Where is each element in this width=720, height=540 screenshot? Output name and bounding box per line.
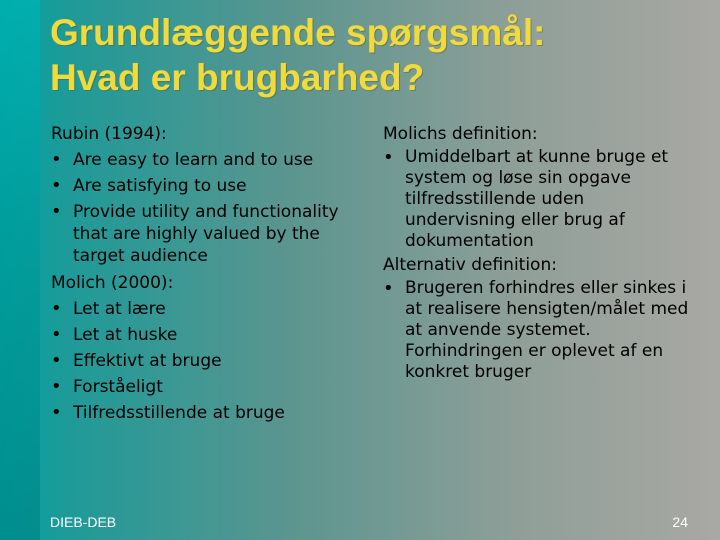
bullet-icon: • — [383, 147, 394, 168]
bullet-icon: • — [51, 149, 62, 170]
title-line-2: Hvad er brugbarhed? — [50, 57, 425, 98]
list-item — [51, 296, 361, 322]
list-item-text: Tilfredsstillende at bruge — [73, 403, 285, 423]
alternative-definition-heading: Alternativ definition: — [383, 255, 557, 275]
list-item — [51, 322, 361, 348]
list-item — [51, 400, 361, 426]
bullet-icon: • — [51, 175, 62, 196]
list-item-text: Let at huske — [73, 325, 178, 345]
bullet-icon: • — [51, 376, 62, 397]
bullet-icon: • — [51, 350, 62, 371]
left-column — [51, 121, 361, 426]
list-item-text: Are satisfying to use — [73, 176, 247, 196]
molich-definition-heading: Molichs definition: — [383, 124, 538, 144]
list-item — [51, 147, 361, 173]
right-column — [383, 121, 698, 383]
page-number: 24 — [672, 514, 688, 530]
bullet-icon: • — [51, 324, 62, 345]
list-item — [51, 173, 361, 199]
list-item-text: Effektivt at bruge — [73, 351, 222, 371]
molich-heading: Molich (2000): — [51, 273, 174, 293]
list-item-text: Forståeligt — [73, 377, 163, 397]
list-item — [51, 348, 361, 374]
bullet-icon: • — [51, 298, 62, 319]
list-item — [51, 201, 361, 267]
list-item-text: Brugeren forhindres eller sinkes i at realisere hensigten/målet med at anvende systemet. Forhindringen er oplevet af en konkret bruger — [405, 278, 689, 382]
list-item — [51, 374, 361, 400]
bullet-icon: • — [51, 201, 62, 222]
list-item-text: Let at lære — [73, 299, 166, 319]
list-item — [383, 278, 698, 383]
rubin-heading: Rubin (1994): — [51, 124, 167, 144]
bullet-icon: • — [51, 402, 62, 423]
list-item-text: Provide utility and functionality that are highly valued by the target audience — [73, 202, 339, 266]
list-item-text: Umiddelbart at kunne bruge et system og løse sin opgave tilfredsstillende uden undervisning eller brug af dokumentation — [405, 147, 669, 251]
slide-title — [50, 10, 700, 100]
side-accent-bar — [0, 0, 40, 540]
title-line-1: Grundlæggende spørgsmål: — [50, 12, 546, 53]
list-item-text: Are easy to learn and to use — [73, 150, 314, 170]
footer-label: DIEB-DEB — [50, 514, 117, 530]
list-item — [383, 147, 698, 252]
bullet-icon: • — [383, 278, 394, 299]
